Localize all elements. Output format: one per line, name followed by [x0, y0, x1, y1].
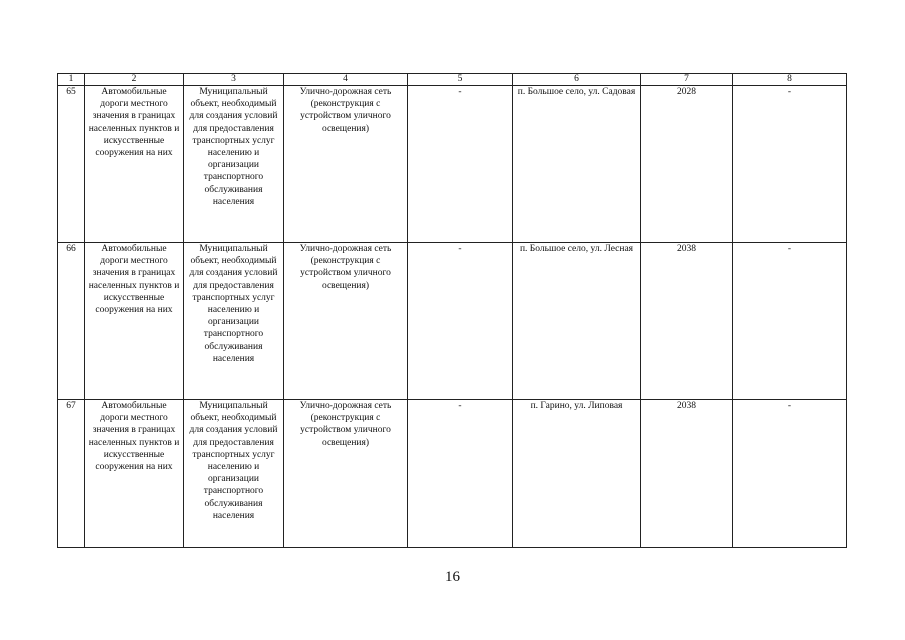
- header-col-6: 6: [513, 74, 641, 86]
- object-location: п. Гарино, ул. Липовая: [513, 400, 641, 548]
- object-name: Автомобильные дороги местного значения в границах населенных пунктов и искусственные сооружения на них: [85, 86, 184, 243]
- header-col-8: 8: [733, 74, 847, 86]
- table-row: [58, 400, 847, 548]
- col5-value: -: [408, 243, 513, 400]
- table-row: [58, 86, 847, 243]
- object-type: Улично-дорожная сеть (реконструкция с устройством уличного освещения): [284, 243, 408, 400]
- header-col-7: 7: [641, 74, 733, 86]
- row-number: 66: [58, 243, 85, 400]
- header-col-3: 3: [184, 74, 284, 86]
- header-col-1: 1: [58, 74, 85, 86]
- col5-value: -: [408, 400, 513, 548]
- object-name: Автомобильные дороги местного значения в границах населенных пунктов и искусственные сооружения на них: [85, 243, 184, 400]
- object-purpose: Муниципальный объект, необходимый для создания условий для предоставления транспортных услуг населению и организации транспортного обслуживания населения: [184, 86, 284, 243]
- header-col-2: 2: [85, 74, 184, 86]
- object-year: 2038: [641, 243, 733, 400]
- page-number: 16: [445, 569, 460, 585]
- col5-value: -: [408, 86, 513, 243]
- header-col-4: 4: [284, 74, 408, 86]
- object-type: Улично-дорожная сеть (реконструкция с устройством уличного освещения): [284, 400, 408, 548]
- objects-table: [57, 73, 847, 548]
- col8-value: -: [733, 400, 847, 548]
- row-number: 65: [58, 86, 85, 243]
- header-col-5: 5: [408, 74, 513, 86]
- object-location: п. Большое село, ул. Лесная: [513, 243, 641, 400]
- object-year: 2038: [641, 400, 733, 548]
- col8-value: -: [733, 86, 847, 243]
- object-purpose: Муниципальный объект, необходимый для создания условий для предоставления транспортных услуг населению и организации транспортного обслуживания населения: [184, 243, 284, 400]
- object-name: Автомобильные дороги местного значения в границах населенных пунктов и искусственные сооружения на них: [85, 400, 184, 548]
- object-year: 2028: [641, 86, 733, 243]
- row-number: 67: [58, 400, 85, 548]
- object-type: Улично-дорожная сеть (реконструкция с устройством уличного освещения): [284, 86, 408, 243]
- header-row: [58, 74, 847, 86]
- col8-value: -: [733, 243, 847, 400]
- object-location: п. Большое село, ул. Садовая: [513, 86, 641, 243]
- table-row: [58, 243, 847, 400]
- object-purpose: Муниципальный объект, необходимый для создания условий для предоставления транспортных услуг населению и организации транспортного обслуживания населения: [184, 400, 284, 548]
